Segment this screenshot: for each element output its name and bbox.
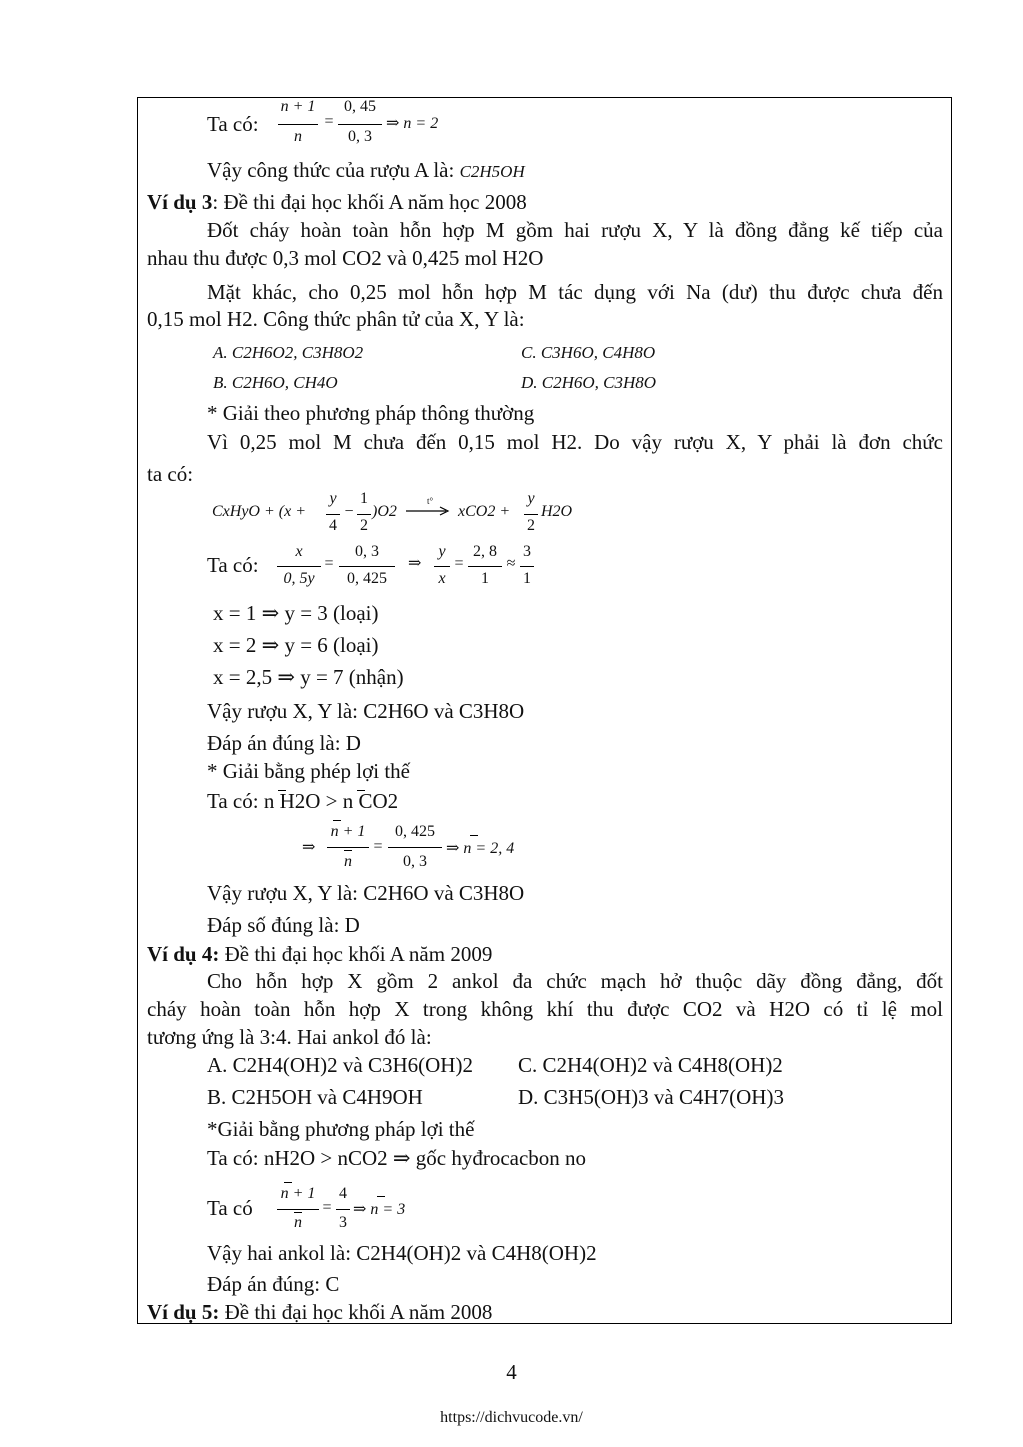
fraction-bar xyxy=(277,1209,319,1210)
fraction-numerator: 3 xyxy=(523,543,531,560)
text-line: Đáp án đúng là: D xyxy=(207,731,361,755)
overline xyxy=(377,1196,385,1197)
text-line: nhau thu được 0,3 mol CO2 và 0,425 mol H2O xyxy=(147,246,544,270)
fraction-bar xyxy=(524,514,538,515)
text-line: Vậy rượu X, Y là: C2H6O và C3H8O xyxy=(207,699,525,723)
fraction-bar xyxy=(339,566,395,567)
fraction-result: ⇒ n = 2 xyxy=(386,115,439,132)
fraction-denominator: 0, 3 xyxy=(403,853,427,870)
example-heading: Ví dụ 4: Đề thi đại học khối A năm 2009 xyxy=(147,942,493,966)
text-line: Ta có: nH2O > nCO2 ⇒ gốc hyđrocacbon no xyxy=(207,1146,587,1170)
fraction-denominator: 0, 3 xyxy=(348,128,372,145)
text-line: cháy hoàn toàn hỗn hợp X trong không khí thu được CO2 và H2O có tỉ lệ mol xyxy=(147,997,943,1021)
text-line: Cho hỗn hợp X gồm 2 ankol đa chức mạch hở thuộc dãy đồng đẳng, đốt xyxy=(207,969,943,993)
fraction-bar xyxy=(278,124,318,125)
equals-sign: = xyxy=(373,838,383,855)
text-line: Ta có: n H2O > n CO2 xyxy=(207,789,399,813)
option-a: A. C2H6O2, C3H8O2 xyxy=(213,343,364,362)
fraction-numerator: 1 xyxy=(360,490,368,507)
fraction-numerator: n + 1 xyxy=(330,823,366,840)
equals-sign: = xyxy=(324,113,334,130)
text-line: ta có: xyxy=(147,462,194,486)
overline xyxy=(333,820,341,821)
text-line: Mặt khác, cho 0,25 mol hỗn hợp M tác dụng với Na (dư) thu được chưa đến xyxy=(207,280,943,304)
fraction-denominator: 1 xyxy=(523,570,531,587)
text-line: Đáp số đúng là: D xyxy=(207,913,360,937)
fraction-numerator: 0, 425 xyxy=(395,823,435,840)
footer-url[interactable]: https://dichvucode.vn/ xyxy=(440,1409,583,1426)
text-line: Đáp án đúng: C xyxy=(207,1272,340,1296)
fraction-bar xyxy=(327,847,369,848)
fraction-bar xyxy=(520,566,534,567)
fraction-numerator: y xyxy=(438,543,446,560)
fraction-numerator: x xyxy=(295,543,303,560)
example-heading: Ví dụ 3: Đề thi đại học khối A năm học 2008 xyxy=(147,190,527,214)
temperature-label: t° xyxy=(426,496,434,506)
page-number: 4 xyxy=(506,1360,517,1384)
text-line: 0,15 mol H2. Công thức phân tử của X, Y là: xyxy=(147,307,525,331)
fraction-denominator: n xyxy=(294,128,302,145)
fraction-denominator: n xyxy=(344,853,352,870)
equals-sign: = xyxy=(454,555,464,572)
overline xyxy=(357,790,365,791)
fraction-denominator: 3 xyxy=(339,1214,347,1231)
option-b: B. C2H5OH và C4H9OH xyxy=(207,1085,423,1109)
option-d: D. C3H5(OH)3 và C4H7(OH)3 xyxy=(518,1085,784,1109)
reaction-left: CxHyO + (x + xyxy=(212,503,307,520)
fraction-bar xyxy=(336,1209,350,1210)
text-line: x = 2 ⇒ y = 6 (loại) xyxy=(213,633,379,657)
text-line: Ta có: xyxy=(207,112,259,136)
overline xyxy=(470,835,478,836)
fraction-numerator: y xyxy=(329,490,337,507)
section-heading: * Giải bằng phép lợi thế xyxy=(207,759,410,783)
option-b: B. C2H6O, CH4O xyxy=(213,373,338,392)
fraction-result: ⇒ n = 2, 4 xyxy=(446,840,515,857)
implies-icon: ⇒ xyxy=(408,555,422,572)
fraction-bar xyxy=(277,566,321,567)
option-a: A. C2H4(OH)2 và C3H6(OH)2 xyxy=(207,1053,473,1077)
fraction-denominator: 2 xyxy=(527,517,535,534)
fraction-denominator: 2 xyxy=(360,517,368,534)
text-line: Vậy hai ankol là: C2H4(OH)2 và C4H8(OH)2 xyxy=(207,1241,597,1265)
fraction-denominator: 4 xyxy=(329,517,337,534)
fraction-numerator: 2, 8 xyxy=(473,543,497,560)
option-c: C. C2H4(OH)2 và C4H8(OH)2 xyxy=(518,1053,783,1077)
option-d: D. C2H6O, C3H8O xyxy=(521,373,657,392)
fraction-numerator: y xyxy=(527,490,535,507)
fraction-result: ⇒ n = 3 xyxy=(353,1201,406,1218)
minus-sign: − xyxy=(344,503,354,520)
fraction-denominator: x xyxy=(438,570,446,587)
implies-icon: ⇒ xyxy=(302,839,316,856)
overline xyxy=(284,1182,292,1183)
option-c: C. C3H6O, C4H8O xyxy=(521,343,656,362)
reaction-arrow-icon xyxy=(406,505,450,517)
example-heading: Ví dụ 5: Đề thi đại học khối A năm 2008 xyxy=(147,1300,493,1324)
fraction-numerator: n + 1 xyxy=(280,1185,316,1202)
text-line: Ta có xyxy=(207,1196,253,1220)
text-line: x = 2,5 ⇒ y = 7 (nhận) xyxy=(213,665,404,689)
text-line: Vậy rượu X, Y là: C2H6O và C3H8O xyxy=(207,881,525,905)
section-heading: *Giải bằng phương pháp lợi thế xyxy=(207,1117,475,1141)
section-heading: * Giải theo phương pháp thông thường xyxy=(207,401,535,425)
fraction-bar xyxy=(326,514,340,515)
fraction-bar xyxy=(388,847,442,848)
fraction-numerator: 0, 3 xyxy=(355,543,379,560)
fraction-bar xyxy=(338,124,382,125)
fraction-denominator: 0, 425 xyxy=(347,570,387,587)
text-line: Đốt cháy hoàn toàn hỗn hợp M gồm hai rượu X, Y là đồng đẳng kế tiếp của xyxy=(207,218,943,242)
fraction-denominator: 0, 5y xyxy=(283,570,315,587)
text-line: x = 1 ⇒ y = 3 (loại) xyxy=(213,601,379,625)
reaction-right: xCO2 + xyxy=(458,503,511,520)
fraction-numerator: 4 xyxy=(339,1185,347,1202)
text-line: Vì 0,25 mol M chưa đến 0,15 mol H2. Do vậy rượu X, Y phải là đơn chức xyxy=(207,430,943,454)
equals-sign: = xyxy=(324,555,334,572)
overline xyxy=(344,850,352,851)
fraction-bar xyxy=(434,566,450,567)
fraction-numerator: 0, 45 xyxy=(344,98,376,115)
fraction-numerator: n + 1 xyxy=(280,98,316,115)
reaction-h2o: H2O xyxy=(541,503,573,520)
fraction-denominator: n xyxy=(294,1214,302,1231)
fraction-denominator: 1 xyxy=(481,570,489,587)
text-line: Vậy công thức của rượu A là: C2H5OH xyxy=(207,158,525,182)
text-line: Ta có: xyxy=(207,553,259,577)
equals-sign: = xyxy=(322,1199,332,1216)
approx-sign: ≈ xyxy=(506,555,516,572)
overline xyxy=(278,790,286,791)
text-line: tương ứng là 3:4. Hai ankol đó là: xyxy=(147,1025,432,1049)
fraction-bar xyxy=(468,566,502,567)
formula: C2H5OH xyxy=(459,162,525,181)
fraction-bar xyxy=(357,514,371,515)
reaction-o2: )O2 xyxy=(372,503,397,520)
overline xyxy=(294,1212,302,1213)
